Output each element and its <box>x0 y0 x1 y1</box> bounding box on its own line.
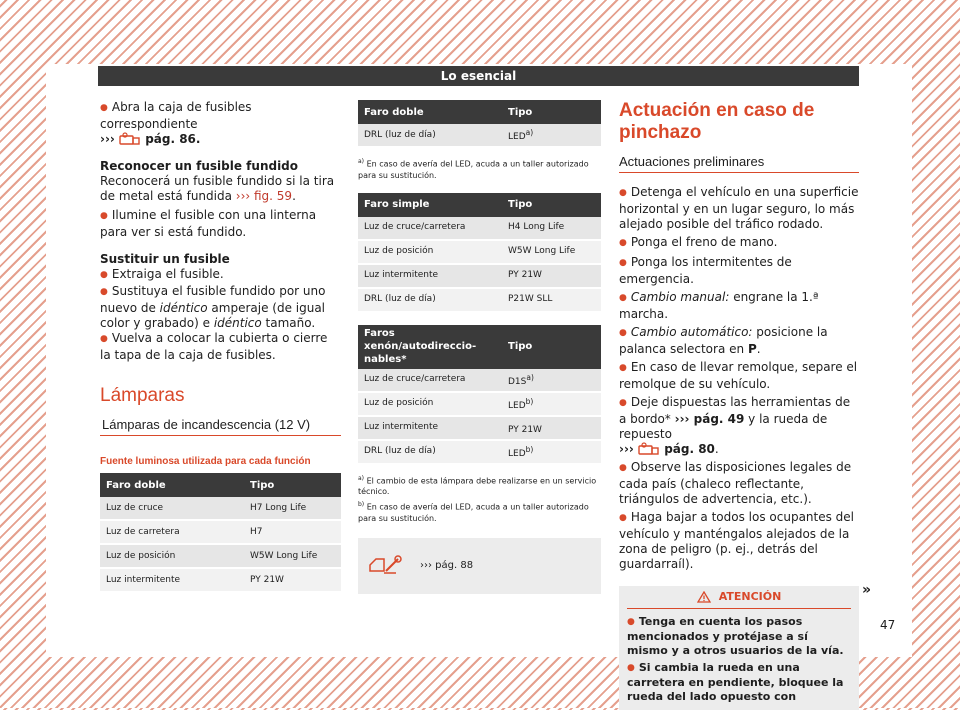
page-88-link[interactable]: ››› pág. 88 <box>420 560 474 572</box>
step-manual: ● Cambio manual: engrane la 1.ª marcha. <box>619 290 859 322</box>
table-faros-xenon <box>358 325 601 465</box>
table-header: Faros xenón/autodireccio-nables* <box>358 325 502 369</box>
step-open-fuse-box: ● Abra la caja de fusibles correspondiente <box>100 100 341 132</box>
page-header: Lo esencial <box>98 66 859 86</box>
table-row: DRL (luz de día) LED$^{a)}$ <box>358 124 601 147</box>
table-caption: Fuente luminosa utilizada para cada función <box>100 456 311 467</box>
step-replace: ● Sustituya el fusible fundido por uno nuevo de idéntico amperaje (de igual color y grabado) e idéntico tamaño. <box>100 284 341 331</box>
table-row: Luz de cruce/carretera H4 Long Life <box>358 217 601 240</box>
warning-header: ATENCIÓN <box>627 586 851 609</box>
step-hazards: ● Ponga los intermitentes de emergencia. <box>619 255 859 287</box>
lamps-heading: Lámparas <box>100 385 185 406</box>
step-handbrake: ● Ponga el freno de mano. <box>619 235 859 252</box>
workshop-icon <box>368 555 402 577</box>
step-flashlight: ● Ilumine el fusible con una linterna para ver si está fundido. <box>100 208 341 240</box>
table-row: Luz intermitente PY 21W <box>358 264 601 288</box>
table-faro-doble <box>100 473 341 593</box>
footnote: $^{a)}$ En caso de avería del LED, acuda a un taller autorizado para su sustitución. <box>358 158 589 180</box>
step-legal: ● Observe las disposiciones legales de cada país (chaleco reflectante, triángulos de advertencia, etc.). <box>619 460 859 507</box>
table-header: Tipo <box>502 193 601 217</box>
tools-icon <box>638 442 660 455</box>
table-header: Faro simple <box>358 193 502 217</box>
table-row: Luz intermitente PY 21W <box>358 416 601 440</box>
tools-icon <box>119 132 141 145</box>
column-lamp-tables <box>358 100 601 594</box>
table-row: Luz de cruce/carretera $D1S^{a)}$ <box>358 369 601 392</box>
fig-59-link[interactable]: ››› fig. 59 <box>235 189 293 203</box>
warning-item: ● Si cambia la rueda en una carretera en pendiente, bloquee la rueda del lado opuesto con <box>627 661 851 704</box>
see-reference-box[interactable] <box>358 538 601 594</box>
step-automatic: ● Cambio automático: posicione la palanca selectora en P. <box>619 325 859 357</box>
step-tools: ● Deje dispuestas las herramientas de a bordo* ››› pág. 49 y la rueda de repuesto ››› pág. 80. <box>619 395 859 457</box>
preliminary-subheading: Actuaciones preliminares <box>619 154 859 173</box>
footnote: $^{a)}$ El cambio de esta lámpara debe realizarse en un servicio técnico. <box>358 474 597 497</box>
table-header: Faro doble <box>358 100 502 124</box>
footnote: $^{b)}$ En caso de avería del LED, acuda a un taller autorizado para su sustitución. <box>358 501 589 523</box>
table-row: DRL (luz de día) P21W SLL <box>358 288 601 312</box>
table-row: Luz de cruce H7 Long Life <box>100 497 341 520</box>
warning-icon <box>697 591 711 603</box>
column-fuses <box>100 100 341 593</box>
warning-item: ● Tenga en cuenta los pasos mencionados y protéjase a sí mismo y a otros usuarios de la vía. <box>627 615 851 658</box>
page-number: 47 <box>880 618 896 632</box>
table-faro-doble-drl <box>358 100 601 148</box>
lamps-subheading: Lámparas de incandescencia (12 V) <box>100 417 341 436</box>
table-header: Tipo <box>502 325 601 369</box>
table-faro-simple <box>358 193 601 313</box>
step-extract: ● Extraiga el fusible. <box>100 267 341 284</box>
recognize-heading: Reconocer un fusible fundido <box>100 159 299 173</box>
step-trailer: ● En caso de llevar remolque, separe el remolque de su vehículo. <box>619 360 859 392</box>
table-row: Luz de posición W5W Long Life <box>358 240 601 264</box>
recognize-text: Reconocerá un fusible fundido si la tira de metal está fundida ››› fig. 59. <box>100 174 335 203</box>
table-header: Tipo <box>502 100 601 124</box>
continue-mark: » <box>862 582 872 598</box>
step-occupants: ● Haga bajar a todos los ocupantes del vehículo y manténgalos alejados de la zona de peligro (p. ej., detrás del guardarraíl). <box>619 510 859 572</box>
page-49-link[interactable]: ››› pág. 49 <box>674 412 745 426</box>
replace-heading: Sustituir un fusible <box>100 252 230 266</box>
warning-box <box>619 586 859 710</box>
table-row: Luz intermitente PY 21W <box>100 568 341 592</box>
table-row: Luz de posición LED$^{b)}$ <box>358 392 601 416</box>
table-header: Tipo <box>244 473 341 497</box>
flat-tire-heading: Actuación en caso de pinchazo <box>619 100 815 143</box>
table-header: Faro doble <box>100 473 244 497</box>
table-row: Luz de carretera H7 <box>100 520 341 544</box>
column-flat-tire <box>619 100 859 710</box>
ref-fuse-box[interactable]: ››› pág. 86. <box>100 132 201 146</box>
step-cover: ● Vuelva a colocar la cubierta o cierre la tapa de la caja de fusibles. <box>100 331 341 363</box>
page-80-link[interactable]: pág. 80 <box>660 442 715 456</box>
step-stop: ● Detenga el vehículo en una superficie horizontal y en un lugar seguro, lo más alejado posible del tráfico rodado. <box>619 185 859 232</box>
table-row: DRL (luz de día) LED$^{b)}$ <box>358 440 601 464</box>
table-row: Luz de posición W5W Long Life <box>100 544 341 568</box>
